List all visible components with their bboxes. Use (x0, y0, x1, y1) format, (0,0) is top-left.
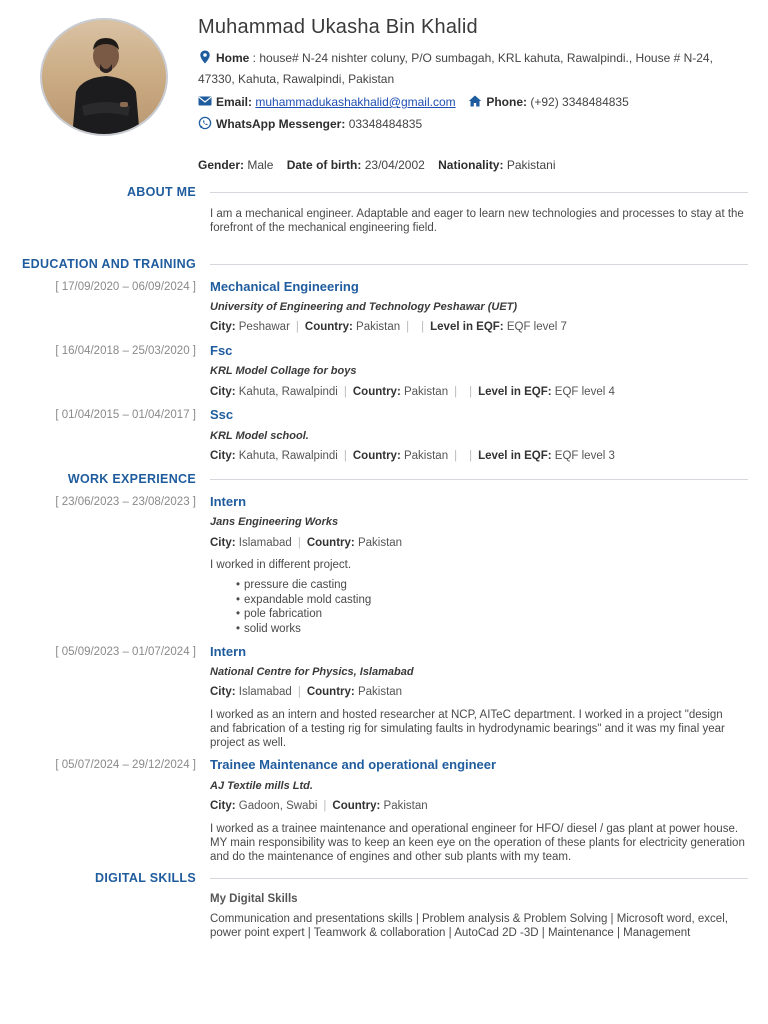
education-meta: City: Kahuta, Rawalpindi | Country: Pakistan | | Level in EQF: EQF level 3 (210, 450, 615, 462)
home-address (198, 48, 758, 90)
education-date: [ 17/09/2020 – 06/09/2024 ] (55, 281, 196, 293)
city-label: City: (210, 386, 236, 398)
city-value: Gadoon, Swabi (238, 800, 318, 812)
city-value: Islamabad (238, 537, 292, 549)
whatsapp-row (198, 114, 758, 135)
phone-value: (+92) 3348484835 (530, 95, 629, 109)
about-text: I am a mechanical engineer. Adaptable and eager to learn new technologies and processes to stay at the forefront of the mechanical engineering field. (210, 208, 744, 234)
country-value: Pakistan (403, 386, 449, 398)
work-description: I worked as a trainee maintenance and operational engineer for HFO/ diesel / gas plant at power house. MY main responsibility was to keep an keen eye on the operation of these plants for electricity generation and do the maintenance of engines and other sub plants with my team. (210, 823, 745, 863)
whatsapp-label: WhatsApp Messenger: (216, 117, 346, 131)
digital-section-title: DIGITAL SKILLS (95, 871, 196, 885)
work-title: Intern (210, 644, 247, 659)
work-description: I worked as an intern and hosted researcher at NCP, AITeC department. I worked in a project "design and fabrication of a testing rig for simulating faults in hydrodynamic bearings" and it was my final year project as well. (210, 709, 725, 749)
country-label: Country: (352, 386, 401, 398)
country-value: Pakistan (357, 537, 403, 549)
work-date: [ 23/06/2023 – 23/08/2023 ] (55, 496, 196, 508)
person-figure (42, 20, 168, 136)
work-bullet-list (236, 578, 371, 636)
home-value: : house# N-24 nishter coluny, P/O sumbagah, KRL kahuta, Rawalpindi., House # N-24, (249, 51, 713, 65)
city-label: City: (210, 450, 236, 462)
profile-photo (40, 18, 168, 136)
work-employer: Jans Engineering Works (210, 516, 339, 528)
country-value: Pakistan (357, 686, 403, 698)
list-item: • solid works (236, 622, 371, 637)
eqf-label: Level in EQF: (478, 450, 552, 462)
list-item: • expandable mold casting (236, 593, 371, 608)
about-section-title: ABOUT ME (126, 185, 196, 199)
education-meta: City: Peshawar | Country: Pakistan | | Level in EQF: EQF level 7 (210, 321, 567, 333)
work-employer: AJ Textile mills Ltd. (210, 780, 313, 792)
country-label: Country: (306, 537, 355, 549)
list-item: • pole fabrication (236, 607, 371, 622)
about-divider (210, 192, 748, 193)
education-date: [ 01/04/2015 – 01/04/2017 ] (55, 409, 196, 421)
education-institution: University of Engineering and Technology Peshawar (UET) (210, 301, 518, 313)
education-date: [ 16/04/2018 – 25/03/2020 ] (55, 345, 196, 357)
city-value: Kahuta, Rawalpindi (238, 450, 338, 462)
home-label: Home (216, 51, 250, 65)
nationality-label: Nationality: (438, 158, 504, 172)
location-pin-icon (198, 50, 212, 64)
education-divider (210, 264, 748, 265)
country-label: Country: (332, 800, 381, 812)
city-value: Islamabad (238, 686, 292, 698)
education-section-title: EDUCATION AND TRAINING (22, 257, 196, 271)
home-icon (468, 94, 482, 108)
home-value-line2: 47330, Kahuta, Rawalpindi, Pakistan (198, 72, 395, 86)
country-label: Country: (352, 450, 401, 462)
city-label: City: (210, 321, 236, 333)
list-item: • pressure die casting (236, 578, 371, 593)
nationality-value: Pakistani (506, 158, 556, 172)
work-meta: City: Islamabad | Country: Pakistan (210, 686, 403, 698)
gender-value: Male (247, 158, 274, 172)
work-date: [ 05/09/2023 – 01/07/2024 ] (55, 646, 196, 658)
education-title: Ssc (210, 407, 234, 422)
email-phone-row (198, 92, 758, 113)
city-label: City: (210, 800, 236, 812)
digital-skills-text: Communication and presentations skills | Problem analysis & Problem Solving | Microsoft word, excel, power point expert | Teamwork & collaboration | AutoCad 2D -3D | Maintenance | Management (210, 913, 728, 939)
country-label: Country: (304, 321, 353, 333)
education-title: Mechanical Engineering (210, 279, 359, 294)
email-icon (198, 94, 212, 108)
education-title: Fsc (210, 343, 233, 358)
work-employer: National Centre for Physics, Islamabad (210, 666, 414, 678)
work-description: I worked in different project. (210, 559, 352, 571)
city-value: Peshawar (238, 321, 290, 333)
whatsapp-value: 03348484835 (348, 117, 423, 131)
email-label: Email: (216, 95, 253, 109)
whatsapp-icon (198, 116, 212, 130)
work-meta: City: Gadoon, Swabi | Country: Pakistan (210, 800, 428, 812)
personal-info (198, 158, 556, 172)
work-meta: City: Islamabad | Country: Pakistan (210, 537, 403, 549)
email-link[interactable]: muhammadukashakhalid@gmail.com (255, 95, 456, 109)
eqf-value: EQF level 3 (554, 450, 615, 462)
city-label: City: (210, 686, 236, 698)
digital-skills-subtitle: My Digital Skills (210, 893, 298, 905)
eqf-label: Level in EQF: (430, 321, 504, 333)
dob-label: Date of birth: (286, 158, 362, 172)
work-title: Intern (210, 494, 247, 509)
work-section-title: WORK EXPERIENCE (67, 472, 196, 486)
dob-value: 23/04/2002 (364, 158, 425, 172)
country-value: Pakistan (383, 800, 428, 812)
country-value: Pakistan (403, 450, 449, 462)
candidate-name: Muhammad Ukasha Bin Khalid (198, 16, 478, 38)
work-date: [ 05/07/2024 – 29/12/2024 ] (55, 759, 196, 771)
eqf-value: EQF level 7 (506, 321, 567, 333)
eqf-value: EQF level 4 (554, 386, 615, 398)
city-value: Kahuta, Rawalpindi (238, 386, 338, 398)
eqf-label: Level in EQF: (478, 386, 552, 398)
digital-divider (210, 878, 748, 879)
education-institution: KRL Model school. (210, 430, 309, 442)
education-institution: KRL Model Collage for boys (210, 365, 357, 377)
country-value: Pakistan (356, 321, 401, 333)
phone-label: Phone: (486, 95, 527, 109)
gender-label: Gender: (198, 158, 245, 172)
education-meta: City: Kahuta, Rawalpindi | Country: Pakistan | | Level in EQF: EQF level 4 (210, 386, 615, 398)
country-label: Country: (306, 686, 355, 698)
work-divider (210, 479, 748, 480)
city-label: City: (210, 537, 236, 549)
work-title: Trainee Maintenance and operational engineer (210, 757, 497, 772)
